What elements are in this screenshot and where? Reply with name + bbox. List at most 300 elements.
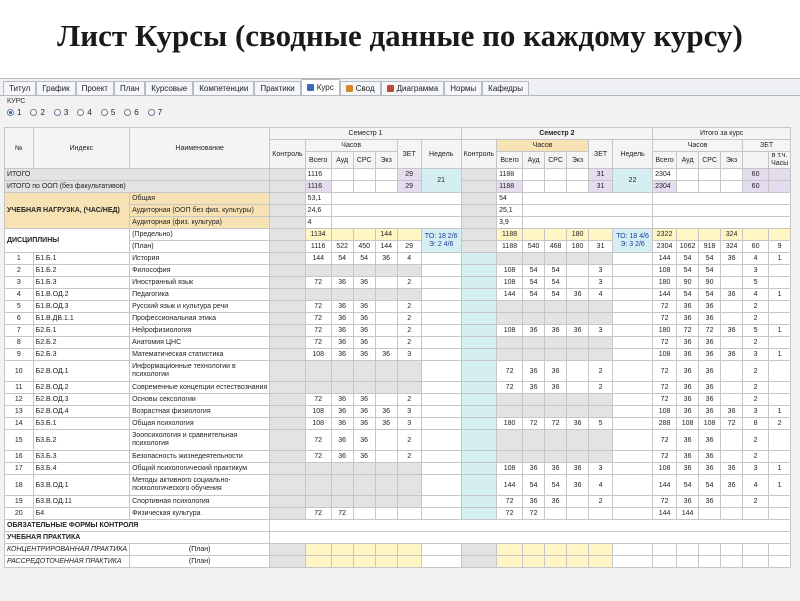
- row-name[interactable]: Русский язык и культура речи: [130, 301, 270, 313]
- value-cell: 4: [305, 217, 331, 229]
- kontrol-cell: [270, 325, 305, 337]
- cell: [769, 169, 791, 181]
- total-value: 288: [653, 418, 677, 430]
- tab-3[interactable]: [114, 81, 145, 95]
- s1-value: 36: [331, 325, 353, 337]
- s1-value: 36: [353, 430, 375, 451]
- s2-value: [545, 406, 567, 418]
- total-value: 144: [677, 508, 699, 520]
- table-row: [5, 418, 791, 430]
- row-name[interactable]: Современные концепции естествознания: [130, 382, 270, 394]
- s2-value: [567, 430, 589, 451]
- tab-2[interactable]: [76, 81, 114, 95]
- total-value: [769, 361, 791, 382]
- total-value: 36: [699, 361, 721, 382]
- s1-value: [305, 382, 331, 394]
- row-name[interactable]: Безопасность жизнедеятельности: [130, 451, 270, 463]
- col-index-header: Индекс: [33, 128, 129, 169]
- sub-header-v-tch: в т.ч. Часы: [769, 152, 791, 169]
- s2-value: [545, 349, 567, 361]
- total-value: [769, 430, 791, 451]
- tab-8[interactable]: [340, 81, 381, 95]
- s1-value: [375, 337, 397, 349]
- weeks-cell: [421, 325, 461, 337]
- cell: [305, 556, 331, 568]
- kurs-radio-2[interactable]: [30, 108, 44, 117]
- s2-value: [567, 301, 589, 313]
- row-name[interactable]: Спортивная психология: [130, 496, 270, 508]
- s1-value: [331, 289, 353, 301]
- kurs-label: КУРС: [7, 98, 26, 105]
- s2-value: 108: [497, 265, 523, 277]
- s2-value: 72: [545, 418, 567, 430]
- total-value: 144: [653, 253, 677, 265]
- hours-header: Часов: [497, 140, 589, 152]
- s1-value: [375, 463, 397, 475]
- total-value: 2: [743, 313, 769, 325]
- cell: [721, 556, 743, 568]
- tab-label: Свод: [355, 84, 375, 93]
- s1-value: 36: [331, 451, 353, 463]
- kontrol-cell: [270, 265, 305, 277]
- s2-value: 108: [497, 463, 523, 475]
- s2-value: [497, 313, 523, 325]
- zet-value: 29: [397, 169, 421, 181]
- row-name[interactable]: Анатомия ЦНС: [130, 337, 270, 349]
- zet-header: ЗЕТ: [743, 140, 791, 152]
- kontrol-cell: [270, 430, 305, 451]
- total-value: 36: [699, 349, 721, 361]
- cell: [545, 181, 567, 193]
- s1-value: [397, 508, 421, 520]
- cell: [769, 181, 791, 193]
- s2-value: [567, 265, 589, 277]
- s2-value: [523, 349, 545, 361]
- cell: [653, 556, 677, 568]
- s1-value: 72: [305, 313, 331, 325]
- kurs-radio-label: 5: [110, 108, 116, 117]
- tab-9[interactable]: [381, 81, 445, 95]
- total-value: 36: [699, 463, 721, 475]
- table-row: [5, 277, 791, 289]
- row-number: 8: [5, 337, 34, 349]
- kurs-radios: [7, 108, 171, 117]
- kurs-radio-4[interactable]: [77, 108, 91, 117]
- total-value: 72: [677, 325, 699, 337]
- total-value: [769, 394, 791, 406]
- tab-label: План: [119, 84, 140, 93]
- s1-value: [353, 289, 375, 301]
- itogo-label: ИТОГО: [5, 169, 270, 181]
- s1-value: [375, 313, 397, 325]
- total-value: [769, 508, 791, 520]
- total-value: [721, 430, 743, 451]
- table-row: [5, 394, 791, 406]
- s1-value: 36: [375, 406, 397, 418]
- value-cell: 1188: [497, 181, 523, 193]
- discipliny-label: ДИСЦИПЛИНЫ: [5, 229, 130, 253]
- s2-value: 36: [567, 463, 589, 475]
- kontrol-cell: [270, 463, 305, 475]
- kurs-radio-7[interactable]: [148, 108, 162, 117]
- cell: [461, 169, 496, 181]
- kontrol-cell: [270, 313, 305, 325]
- total-value: 54: [699, 289, 721, 301]
- kontrol-cell: [270, 508, 305, 520]
- total-value: 3: [743, 349, 769, 361]
- total-value: 36: [721, 325, 743, 337]
- s2-value: 36: [523, 361, 545, 382]
- row-name[interactable]: Нейрофизиология: [130, 325, 270, 337]
- cell: [270, 532, 791, 544]
- s2-value: 72: [497, 382, 523, 394]
- total-value: 36: [721, 475, 743, 496]
- total-value: 54: [677, 253, 699, 265]
- s1-value: 3: [397, 406, 421, 418]
- row-index: Б2.В.ОД.1: [33, 361, 129, 382]
- zet-header: ЗЕТ: [397, 140, 421, 169]
- row-index: Б3.Б.3: [33, 451, 129, 463]
- sheet-icon: [346, 85, 353, 92]
- total-value: 54: [677, 289, 699, 301]
- row-number: 11: [5, 382, 34, 394]
- to-value: [613, 229, 653, 253]
- weeks-cell: [613, 277, 653, 289]
- radio-dot-icon: [7, 109, 14, 116]
- row-number: 16: [5, 451, 34, 463]
- total-value: 36: [721, 406, 743, 418]
- s1-value: 36: [353, 313, 375, 325]
- row-number: 3: [5, 277, 34, 289]
- weeks-cell: [613, 508, 653, 520]
- s1-value: 36: [331, 337, 353, 349]
- row-index: Б1.В.ОД.3: [33, 301, 129, 313]
- cell: [523, 181, 545, 193]
- row-name[interactable]: Общая психология: [130, 418, 270, 430]
- total-value: 36: [721, 289, 743, 301]
- weeks-cell: [613, 289, 653, 301]
- cell: [545, 544, 567, 556]
- kontrol-cell: [270, 289, 305, 301]
- weeks-cell: [613, 361, 653, 382]
- s2-value: [523, 253, 545, 265]
- cell: [461, 556, 496, 568]
- cell: [497, 556, 523, 568]
- sub-header-ekz: Экз: [721, 152, 743, 169]
- total-value: 72: [721, 418, 743, 430]
- tab-1[interactable]: [36, 81, 75, 95]
- cell: [461, 193, 496, 205]
- cell: [270, 544, 305, 556]
- total-value: [721, 337, 743, 349]
- s1-value: 36: [331, 394, 353, 406]
- row-index: Б3.В.ОД.11: [33, 496, 129, 508]
- s2-value: [567, 313, 589, 325]
- total-value: [721, 496, 743, 508]
- table-row: [5, 556, 791, 568]
- row-name[interactable]: Общий психологический практикум: [130, 463, 270, 475]
- kontrol-cell: [461, 349, 496, 361]
- total-value: 72: [653, 361, 677, 382]
- value-cell: 1188: [497, 169, 523, 181]
- s1-value: 2: [397, 325, 421, 337]
- total-value: 36: [677, 496, 699, 508]
- total-value: [769, 277, 791, 289]
- s2-value: [545, 301, 567, 313]
- row-number: 20: [5, 508, 34, 520]
- s1-value: [397, 361, 421, 382]
- total-value: 4: [743, 253, 769, 265]
- s1-value: [397, 475, 421, 496]
- kontrol-cell: [461, 289, 496, 301]
- uch-nagr-label: УЧЕБНАЯ НАГРУЗКА, (ЧАС/НЕД): [5, 193, 130, 229]
- s1-value: 2: [397, 301, 421, 313]
- weeks-cell: [613, 430, 653, 451]
- kontrol-cell: [461, 496, 496, 508]
- tab-0[interactable]: [3, 81, 36, 95]
- weeks-cell: [613, 463, 653, 475]
- table-row: [5, 382, 791, 394]
- tab-label: Диаграмма: [396, 84, 439, 93]
- tab-6[interactable]: [254, 81, 300, 95]
- sheet-icon: [307, 84, 314, 91]
- cell: [653, 205, 791, 217]
- total-value: [721, 451, 743, 463]
- total-value: 1: [769, 289, 791, 301]
- table-row: [5, 406, 791, 418]
- s2-value: 36: [545, 382, 567, 394]
- s1-value: [397, 265, 421, 277]
- row-index: Б2.Б.3: [33, 349, 129, 361]
- total-value: [769, 265, 791, 277]
- s2-value: 36: [523, 463, 545, 475]
- cell: [523, 205, 653, 217]
- sub-header-aud: Ауд: [677, 152, 699, 169]
- row-index: Б3.Б.4: [33, 463, 129, 475]
- sub-header-srs: СРС: [545, 152, 567, 169]
- weeks-cell: [421, 406, 461, 418]
- total-value: [721, 301, 743, 313]
- s2-value: [523, 451, 545, 463]
- hours-header: Часов: [305, 140, 397, 152]
- s2-value: [545, 430, 567, 451]
- row-name[interactable]: История: [130, 253, 270, 265]
- total-value: 36: [677, 406, 699, 418]
- plan-value: 180: [567, 241, 589, 253]
- value-cell: 1116: [305, 181, 331, 193]
- cell: [397, 229, 421, 241]
- s1-value: 36: [353, 394, 375, 406]
- kurs-radio-label: 6: [134, 108, 139, 117]
- row-name[interactable]: Физическая культура: [130, 508, 270, 520]
- kontrol-cell: [270, 277, 305, 289]
- row-name[interactable]: Философия: [130, 265, 270, 277]
- s1-value: [375, 361, 397, 382]
- row-name[interactable]: Возрастная физиология: [130, 406, 270, 418]
- pred-value: [353, 229, 375, 241]
- total-value: 2: [743, 496, 769, 508]
- s1-value: 72: [305, 394, 331, 406]
- row-name[interactable]: Профессиональная этика: [130, 313, 270, 325]
- kontrol-cell: [461, 406, 496, 418]
- weeks-cell: [421, 349, 461, 361]
- s1-value: 36: [331, 430, 353, 451]
- kontrol-cell: [461, 430, 496, 451]
- cell: [270, 520, 791, 532]
- kurs-radio-5[interactable]: [101, 108, 115, 117]
- tab-5[interactable]: [193, 81, 254, 95]
- kurs-radio-6[interactable]: [124, 108, 138, 117]
- s1-value: [331, 463, 353, 475]
- s1-value: [375, 382, 397, 394]
- s1-value: [353, 463, 375, 475]
- cell: [677, 544, 699, 556]
- total-value: 2: [743, 451, 769, 463]
- s2-value: [567, 496, 589, 508]
- s2-value: 36: [567, 475, 589, 496]
- to-line: Э: 3 2/6: [620, 240, 645, 248]
- s2-value: [567, 277, 589, 289]
- table-row: [5, 430, 791, 451]
- total-value: 5: [743, 325, 769, 337]
- total-value: 36: [699, 406, 721, 418]
- kontrol-cell: [461, 382, 496, 394]
- row-name[interactable]: Иностранный язык: [130, 277, 270, 289]
- tab-7[interactable]: [301, 79, 340, 95]
- cell: [461, 229, 496, 241]
- cell: [375, 556, 397, 568]
- s1-value: 36: [353, 301, 375, 313]
- tab-label: Курс: [316, 83, 334, 92]
- to-line: ТО: 18 4/6: [616, 232, 649, 240]
- cell: [270, 205, 305, 217]
- s2-value: [589, 451, 613, 463]
- weeks-cell: [421, 265, 461, 277]
- kurs-radio-label: 1: [17, 108, 22, 117]
- s1-value: 4: [397, 253, 421, 265]
- total-value: 144: [653, 508, 677, 520]
- s1-value: [331, 361, 353, 382]
- cell: [331, 217, 461, 229]
- cell: [397, 556, 421, 568]
- cell: [567, 169, 589, 181]
- row-name[interactable]: Педагогика: [130, 289, 270, 301]
- total-value: 1: [769, 463, 791, 475]
- to-line: Э: 2 4/6: [428, 240, 454, 248]
- s1-value: [353, 361, 375, 382]
- pred-value: 2322: [653, 229, 677, 241]
- sub-header-vsego: Всего: [305, 152, 331, 169]
- sub-header-srs: СРС: [353, 152, 375, 169]
- weeks-cell: [613, 337, 653, 349]
- kontrol-header: Контроль: [270, 140, 305, 169]
- s2-value: 36: [545, 325, 567, 337]
- s1-value: 36: [353, 418, 375, 430]
- konc-label: КОНЦЕНТРИРОВАННАЯ ПРАКТИКА: [5, 544, 130, 556]
- total-value: 54: [699, 253, 721, 265]
- total-value: [721, 508, 743, 520]
- total-value: [769, 382, 791, 394]
- table-row: [5, 463, 791, 475]
- table-row: [5, 349, 791, 361]
- sub-header-aud: Ауд: [331, 152, 353, 169]
- s1-value: 3: [397, 418, 421, 430]
- s2-value: 36: [567, 289, 589, 301]
- weeks-cell: [613, 406, 653, 418]
- row-name[interactable]: Методы активного социально-психологического обучения: [130, 475, 270, 496]
- kontrol-cell: [461, 277, 496, 289]
- cell: [699, 556, 721, 568]
- s1-value: [375, 289, 397, 301]
- row-number: 17: [5, 463, 34, 475]
- pred-value: [699, 229, 721, 241]
- cell: [421, 556, 461, 568]
- tab-10[interactable]: [444, 81, 482, 95]
- plan-value: 468: [545, 241, 567, 253]
- cell: [331, 556, 353, 568]
- s1-value: [375, 430, 397, 451]
- practice-label: УЧЕБНАЯ ПРАКТИКА: [5, 532, 270, 544]
- weeks-cell: [421, 496, 461, 508]
- table-row: [5, 361, 791, 382]
- weeks-cell: [613, 301, 653, 313]
- s1-value: 72: [305, 451, 331, 463]
- row-name[interactable]: Математическая статистика: [130, 349, 270, 361]
- zet-value: 60: [743, 169, 769, 181]
- cell: [461, 544, 496, 556]
- row-index: Б1.Б.1: [33, 253, 129, 265]
- row-name[interactable]: Зоопсихология и сравнительная психология: [130, 430, 270, 451]
- s1-value: [375, 475, 397, 496]
- total-value: 108: [653, 463, 677, 475]
- s2-value: 72: [497, 496, 523, 508]
- s1-value: [353, 475, 375, 496]
- weeks-cell: [421, 475, 461, 496]
- s2-value: 54: [523, 475, 545, 496]
- cell: [270, 193, 305, 205]
- s2-value: 54: [545, 289, 567, 301]
- row-name[interactable]: Информационные технологии в психологии: [130, 361, 270, 382]
- tab-4[interactable]: [145, 81, 193, 95]
- s2-value: [497, 394, 523, 406]
- s2-value: 3: [589, 265, 613, 277]
- s1-value: [375, 496, 397, 508]
- cell: [743, 544, 769, 556]
- kontrol-cell: [461, 451, 496, 463]
- load-label: Аудиторная (физ. культура): [130, 217, 270, 229]
- kontrol-cell: [270, 361, 305, 382]
- to-value: [421, 229, 461, 253]
- row-name[interactable]: Основы сексологии: [130, 394, 270, 406]
- value-cell: 25,1: [497, 205, 523, 217]
- s1-value: [397, 463, 421, 475]
- s2-value: [545, 394, 567, 406]
- s2-value: 36: [523, 382, 545, 394]
- row-number: 19: [5, 496, 34, 508]
- radio-dot-icon: [30, 109, 37, 116]
- kurs-radio-1[interactable]: [7, 108, 21, 117]
- tab-11[interactable]: [482, 81, 529, 95]
- s2-value: [589, 430, 613, 451]
- kurs-radio-3[interactable]: [54, 108, 68, 117]
- table-row: [5, 253, 791, 265]
- cell: [331, 181, 353, 193]
- weeks-cell: [421, 337, 461, 349]
- s1-value: [353, 496, 375, 508]
- total-value: 36: [699, 382, 721, 394]
- s1-value: 54: [353, 253, 375, 265]
- plan-value: 1062: [677, 241, 699, 253]
